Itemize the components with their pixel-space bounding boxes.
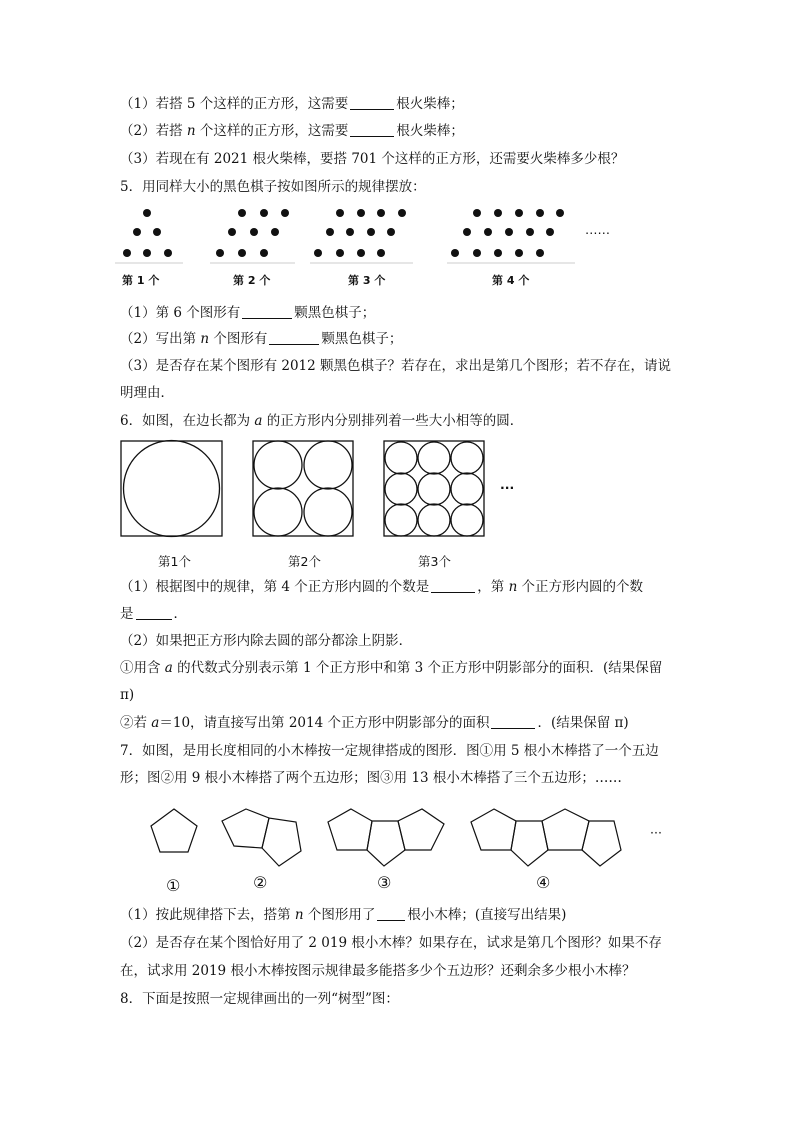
- pentagon-label-1: ①: [166, 876, 181, 895]
- q6-part4: ②若 a＝10，请直接写出第 2014 个正方形中阴影部分的面积 ．(结果保留 π): [120, 715, 629, 731]
- answer-blank[interactable]: [491, 715, 535, 729]
- circles-in-squares-figure: [118, 438, 538, 548]
- answer-blank[interactable]: [431, 579, 475, 593]
- q7-part2a: （2）是否存在某个图恰好用了 2 019 根小木棒？如果存在，试求是第几个图形？如果不存: [120, 935, 662, 951]
- answer-blank[interactable]: [136, 606, 172, 620]
- q4-part1: （1）若搭 5 个这样的正方形，这需要 根火柴棒；: [120, 96, 464, 112]
- circles-ellipsis: ···: [500, 480, 515, 495]
- q7-part1: （1）按此规律搭下去，搭第 n 个图形用了 根小木棒；(直接写出结果): [120, 907, 567, 923]
- chess-ellipsis: ……: [585, 222, 610, 237]
- answer-blank[interactable]: [242, 305, 292, 319]
- q8-title: 8．下面是按照一定规律画出的一列“树型”图：: [120, 991, 399, 1007]
- chess-caption-1: 第 1 个: [122, 274, 160, 287]
- q6-part1b: 是 ．: [120, 606, 187, 622]
- q6-part3b: π): [120, 687, 135, 703]
- chess-caption-3: 第 3 个: [348, 274, 386, 287]
- answer-blank[interactable]: [350, 123, 394, 137]
- answer-blank[interactable]: [377, 907, 405, 921]
- chess-caption-4: 第 4 个: [492, 274, 530, 287]
- pentagon-label-2: ②: [253, 873, 268, 892]
- answer-blank[interactable]: [269, 331, 319, 345]
- q7-part2b: 在，试求用 2019 根小木棒按图示规律最多能搭多少个五边形？还剩余多少根小木棒？: [120, 963, 636, 979]
- q5-part2: （2）写出第 n 个图形有 颗黑色棋子；: [120, 331, 403, 347]
- chess-pattern-figure: [115, 200, 635, 280]
- square-3: [384, 441, 484, 536]
- chess-figure-3: [314, 209, 406, 257]
- pentagon-ellipsis: ···: [650, 825, 662, 840]
- pentagon-label-3: ③: [377, 873, 392, 892]
- square-caption-2: 第2个: [288, 554, 321, 569]
- chess-figure-1: [123, 209, 172, 257]
- q6-part2: （2）如果把正方形内除去圆的部分都涂上阴影．: [120, 633, 413, 649]
- q5-title: 5．用同样大小的黑色棋子按如图所示的规律摆放：: [120, 179, 426, 195]
- answer-blank[interactable]: [350, 96, 394, 110]
- chess-caption-2: 第 2 个: [233, 274, 271, 287]
- pentagon-fig-1: [151, 809, 197, 852]
- square-2: [253, 441, 353, 536]
- q6-title: 6．如图，在边长都为 a 的正方形内分别排列着一些大小相等的圆．: [120, 413, 524, 429]
- q7-line2: 形；图②用 9 根小木棒搭了两个五边形；图③用 13 根小木棒搭了三个五边形；……: [120, 770, 622, 786]
- chess-figure-4: [451, 209, 564, 257]
- pentagon-label-4: ④: [536, 873, 551, 892]
- q4-part3: （3）若现在有 2021 根火柴棒，要搭 701 个这样的正方形，还需要火柴棒多少根？: [120, 151, 625, 167]
- q7-line1: 7．如图，是用长度相同的小木棒按一定规律搭成的图形．图①用 5 根小木棒搭了一个五边: [120, 743, 659, 759]
- q6-part1a: （1）根据图中的规律，第 4 个正方形内圆的个数是 ，第 n 个正方形内圆的个数: [120, 579, 644, 595]
- q5-part3a: （3）是否存在某个图形有 2012 颗黑色棋子？若存在，求出是第几个图形；若不存在，请说: [120, 358, 672, 374]
- q5-part1: （1）第 6 个图形有 颗黑色棋子；: [120, 305, 376, 321]
- q4-part2: （2）若搭 n 个这样的正方形，这需要 根火柴棒；: [120, 123, 464, 139]
- square-caption-3: 第3个: [418, 554, 451, 569]
- q6-part3a: ①用含 a 的代数式分别表示第 1 个正方形中和第 3 个正方形中阴影部分的面积．(结果保留: [120, 660, 663, 676]
- pentagon-figure: [148, 806, 668, 876]
- square-caption-1: 第1个: [158, 554, 191, 569]
- chess-figure-2: [216, 209, 289, 257]
- q5-part3b: 明理由．: [120, 385, 174, 401]
